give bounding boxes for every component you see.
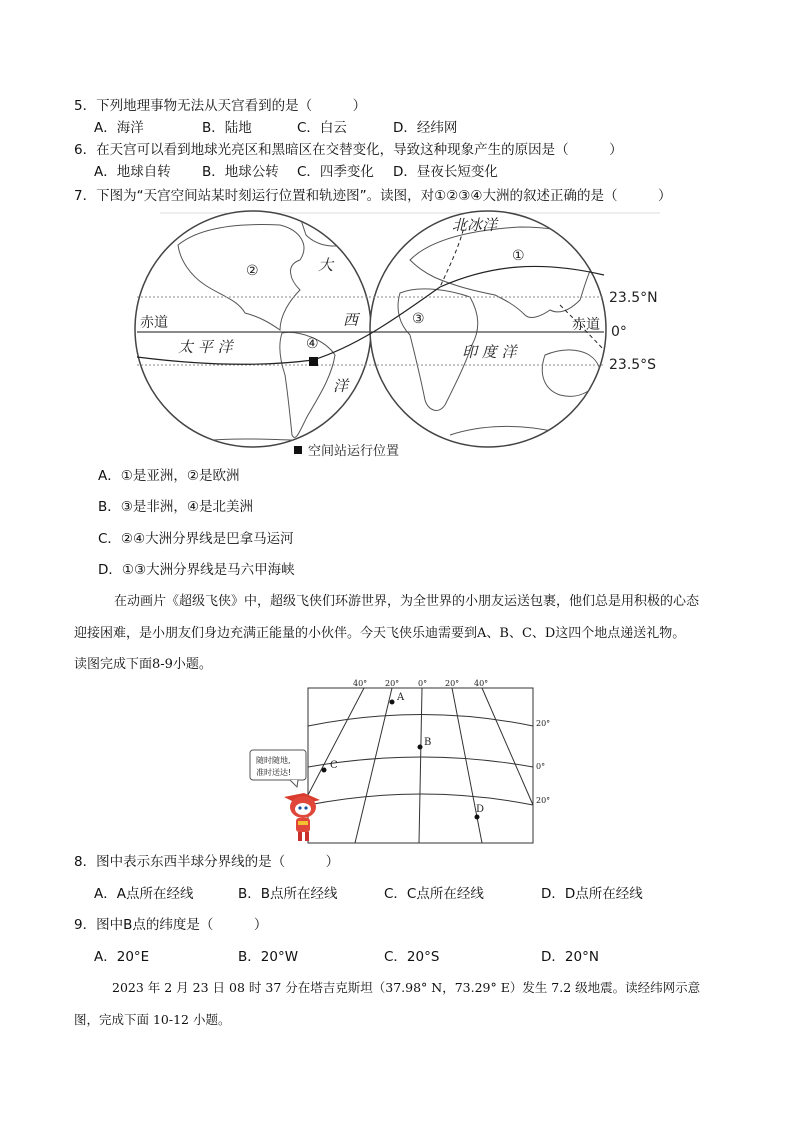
passage-2-line-1: 2023 年 2 月 23 日 08 时 37 分在塔吉克斯坦（37.98° N，73.29° E）发生 7.2 级地震。读经纬网示意 <box>112 980 701 995</box>
option-d[interactable]: D．经纬网 <box>393 120 458 136</box>
point-a <box>390 700 395 705</box>
question-5-stem: 5．下列地理事物无法从天宫看到的是（ ） <box>74 98 367 114</box>
label-equator-left: 赤道 <box>140 315 168 331</box>
option-b[interactable]: B．B点所在经线 <box>238 886 338 902</box>
label-point-b: B <box>424 737 432 748</box>
label-lat-south: 23.5°S <box>609 357 657 373</box>
option-c[interactable]: C．C点所在经线 <box>384 886 484 902</box>
label-point-c: C <box>330 760 338 771</box>
q7-option-a[interactable]: A．①是亚洲，②是欧洲 <box>98 468 240 484</box>
option-d[interactable]: D．昼夜长短变化 <box>393 164 498 180</box>
tick-top-40e: 40° <box>474 679 489 688</box>
label-yang: 洋 <box>333 377 349 395</box>
option-d[interactable]: D．20°N <box>541 949 599 965</box>
option-c[interactable]: C．20°S <box>384 949 440 965</box>
point-d <box>475 815 480 820</box>
option-b[interactable]: B．20°W <box>238 949 299 965</box>
question-9-stem: 9．图中B点的纬度是（ ） <box>74 917 268 933</box>
label-da: 大 <box>318 256 334 274</box>
option-c[interactable]: C．白云 <box>297 120 347 136</box>
space-station-marker <box>309 357 318 366</box>
legend-text: 空间站运行位置 <box>308 444 400 459</box>
legend-square <box>294 446 302 454</box>
point-c <box>322 768 327 773</box>
bubble-line-2: 准时送达! <box>256 768 292 777</box>
option-a[interactable]: A．海洋 <box>94 120 144 136</box>
speech-bubble-tail <box>290 780 298 787</box>
q7-option-b[interactable]: B．③是非洲，④是北美洲 <box>98 499 253 515</box>
label-circle-3: ③ <box>412 311 425 327</box>
label-circle-1: ① <box>512 248 525 264</box>
question-8-stem: 8．图中表示东西半球分界线的是（ ） <box>74 854 340 870</box>
label-lat-north: 23.5°N <box>609 290 658 306</box>
label-xi: 西 <box>343 311 359 329</box>
label-circle-4: ④ <box>306 336 319 352</box>
bubble-line-1: 随时随地, <box>256 756 291 765</box>
tick-right-20s: 20° <box>536 796 551 805</box>
option-d[interactable]: D．D点所在经线 <box>541 886 643 902</box>
option-a[interactable]: A．A点所在经线 <box>94 886 194 902</box>
label-circle-2: ② <box>246 263 259 279</box>
q7-option-d[interactable]: D．①③大洲分界线是马六甲海峡 <box>98 562 295 578</box>
tick-right-20n: 20° <box>536 719 551 728</box>
point-b <box>418 745 423 750</box>
label-lat-zero: 0° <box>611 324 627 340</box>
option-c[interactable]: C．四季变化 <box>297 164 374 180</box>
tick-top-20w: 20° <box>385 679 400 688</box>
option-b[interactable]: B．陆地 <box>202 120 252 136</box>
option-b[interactable]: B．地球公转 <box>202 164 279 180</box>
passage-2-line-2: 图，完成下面 10-12 小题。 <box>74 1012 231 1027</box>
option-a[interactable]: A．20°E <box>94 949 150 965</box>
label-point-d: D <box>476 804 485 815</box>
question-7-stem: 7．下图为“天宫空间站某时刻运行位置和轨迹图”。读图，对①②③④大洲的叙述正确的是（ ） <box>74 188 672 204</box>
label-arctic-ocean: 北冰洋 <box>452 216 498 234</box>
question-6-stem: 6．在天宫可以看到地球光亮区和黑暗区在交替变化，导致这种现象产生的原因是（ ） <box>74 142 623 158</box>
tick-top-40w: 40° <box>353 679 368 688</box>
label-pacific-ocean: 太 平 洋 <box>178 338 233 356</box>
passage-1-line-2: 迎接困难，是小朋友们身边充满正能量的小伙伴。今天飞侠乐迪需要到A、B、C、D这四个地点递送礼物。 <box>74 626 686 641</box>
graticule-figure <box>0 675 794 850</box>
tick-top-20e: 20° <box>445 679 460 688</box>
label-indian-ocean: 印 度 洋 <box>462 343 517 361</box>
tick-right-0: 0° <box>536 762 546 771</box>
option-a[interactable]: A．地球自转 <box>94 164 171 180</box>
label-equator-right: 赤道 <box>572 317 600 333</box>
passage-1-line-1: 在动画片《超级飞侠》中，超级飞侠们环游世界，为全世界的小朋友运送包裹，他们总是用积极的心态 <box>114 594 700 609</box>
passage-1-line-3: 读图完成下面8-9小题。 <box>74 657 212 672</box>
world-map-figure <box>0 205 794 465</box>
label-point-a: A <box>397 692 405 703</box>
tick-top-0: 0° <box>418 679 428 688</box>
q7-option-c[interactable]: C．②④大洲分界线是巴拿马运河 <box>98 531 294 547</box>
